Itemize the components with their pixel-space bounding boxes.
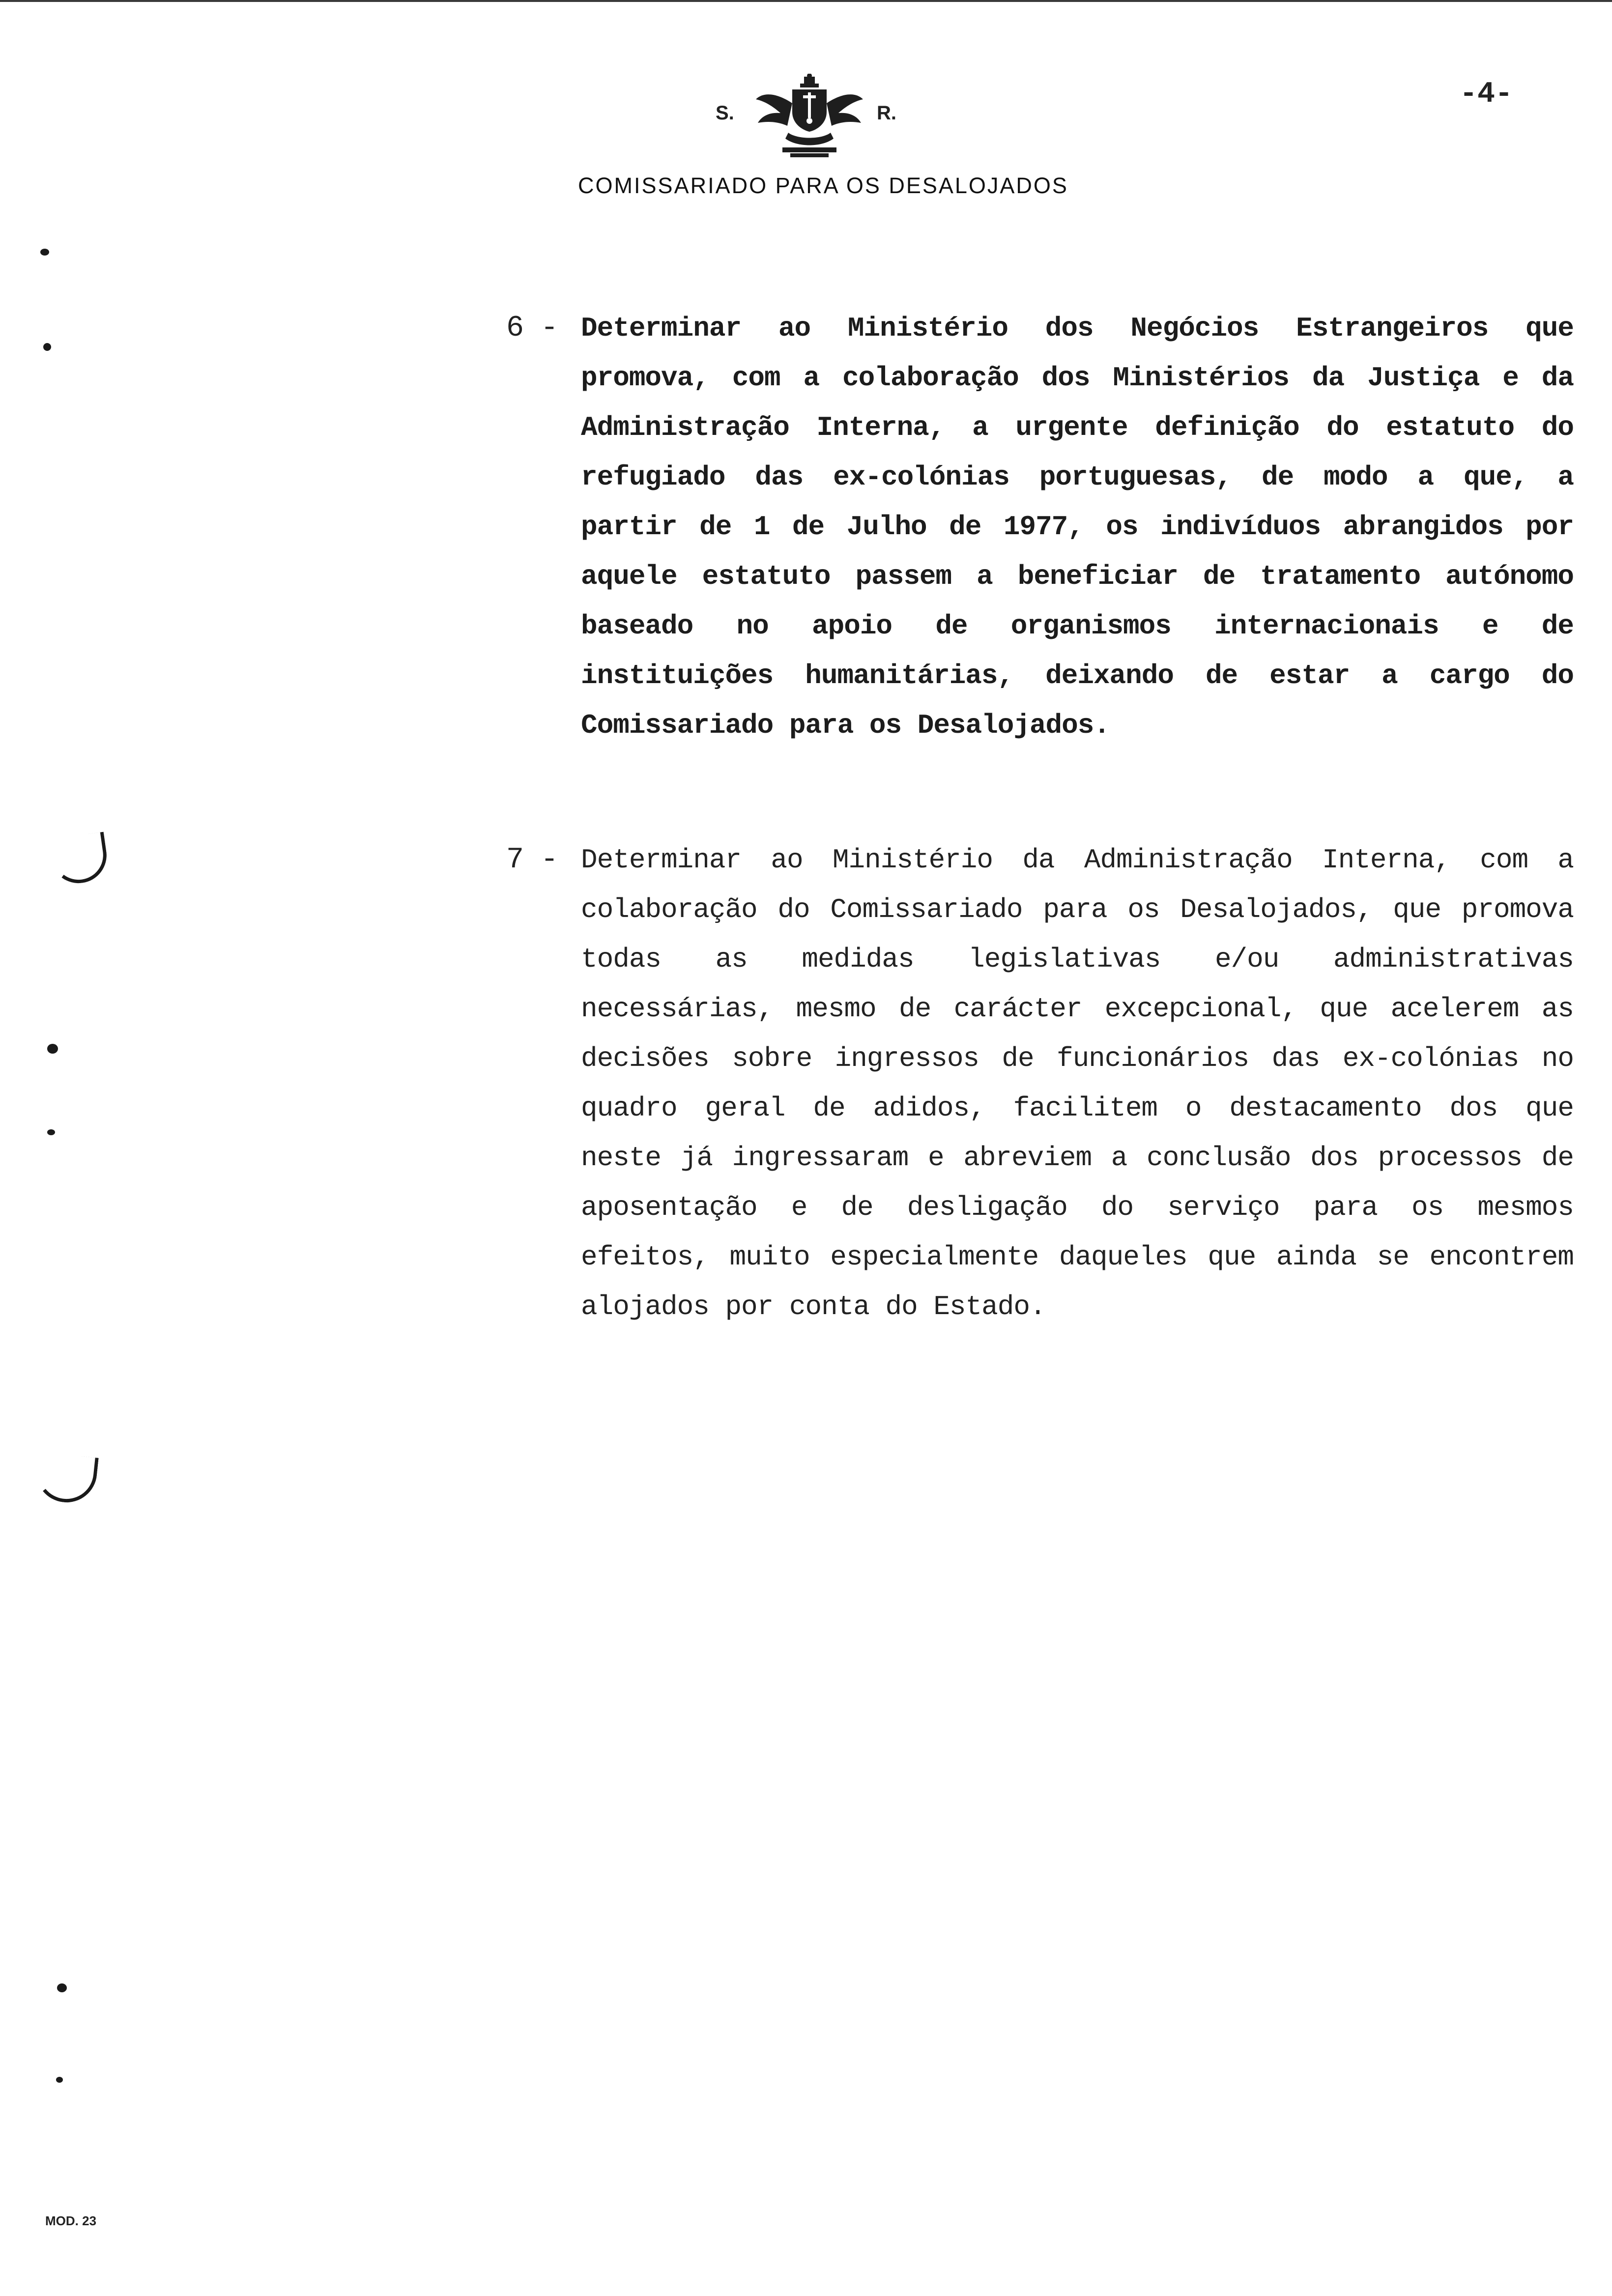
- form-code: MOD. 23: [45, 2213, 97, 2228]
- top-edge-rule: [0, 0, 1612, 2]
- margin-mark: [43, 343, 51, 351]
- item-6-dash: -: [541, 312, 559, 345]
- coat-of-arms-icon: [753, 74, 866, 160]
- letterhead-emblem-row: [708, 74, 914, 162]
- page-number: -4-: [1460, 78, 1513, 111]
- binder-hole-arc: [48, 832, 110, 887]
- item-7-number: 7: [506, 843, 524, 877]
- letterhead-s: S.: [716, 102, 734, 124]
- margin-mark: [56, 2077, 63, 2083]
- binder-hole-arc: [33, 1452, 98, 1505]
- margin-mark: [47, 1044, 58, 1054]
- item-6-number: 6: [506, 312, 524, 345]
- margin-mark: [47, 1129, 55, 1135]
- letterhead-r: R.: [877, 102, 896, 124]
- institution-heading: COMISSARIADO PARA OS DESALOJADOS: [578, 173, 1068, 198]
- item-6-text: Determinar ao Ministério dos Negócios Estrangeiros que promova, com a colaboração dos Ministérios da Justiça e da Administração Interna, a urgente definição do estatuto do refugiado das ex-colónias portuguesas, de modo a que, a partir de 1 de Julho de 1977, os indivíduos abrangidos por aquele estatuto passem a beneficiar de tratamento autónomo baseado no apoio de organismos internacionais e de instituições humanitárias, deixando de estar a cargo do Comissariado para os Desalojados.: [581, 313, 1574, 741]
- item-7-dash: -: [541, 843, 559, 877]
- margin-mark: [40, 249, 49, 256]
- margin-mark: [57, 1983, 67, 1992]
- item-7-text: Determinar ao Ministério da Administração Interna, com a colaboração do Comissariado para os Desalojados, que promova todas as medidas legislativas e/ou administrativas necessárias, mesmo de carácter excepcional, que acelerem as decisões sobre ingressos de funcionários das ex-colónias no quadro geral de adidos, facilitem o destacamento dos que neste já ingressaram e abreviem a conclusão dos processos de aposentação e de desligação do serviço para os mesmos efeitos, muito especialmente daqueles que ainda se encontrem alojados por conta do Estado.: [581, 844, 1574, 1322]
